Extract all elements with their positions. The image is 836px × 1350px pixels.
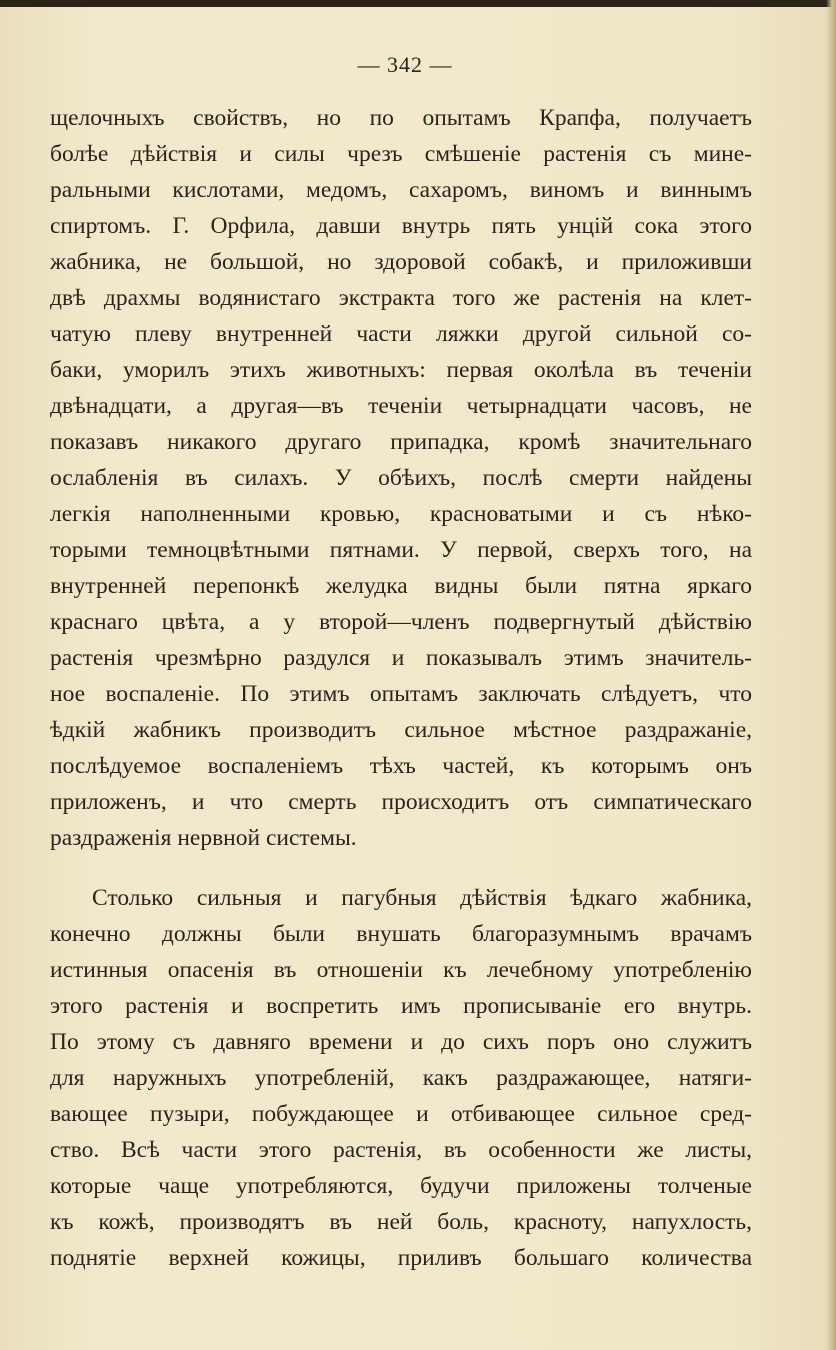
text-line: спиртомъ. Г. Орфила, давши внутрь пять унцій сока этого: [50, 213, 752, 239]
text-line: внутренней перепонкѣ желудка видны были пятна яркаго: [50, 573, 752, 599]
text-line: болѣе дѣйствія и силы чрезъ смѣшеніе растенія съ мине-: [50, 141, 752, 167]
text-line: ослабленія въ силахъ. У обѣихъ, послѣ смерти найдены: [50, 465, 752, 491]
text-line: Столько сильныя и пагубныя дѣйствія ѣдкаго жабника,: [92, 885, 752, 911]
page-top-border: [0, 0, 836, 7]
text-line: которые чаще употребляются, будучи приложены толченые: [50, 1173, 752, 1199]
text-line: ральными кислотами, медомъ, сахаромъ, виномъ и виннымъ: [50, 177, 752, 203]
text-line: истинныя опасенія въ отношеніи къ лечебному употребленію: [50, 957, 752, 983]
text-line: приложенъ, и что смерть происходитъ отъ симпатическаго: [50, 789, 752, 815]
text-line: для наружныхъ употребленій, какъ раздражающее, натяги-: [50, 1065, 752, 1091]
text-line: этого растенія и воспретить имъ прописываніе его внутрь.: [50, 993, 752, 1019]
text-line: щелочныхъ свойствъ, но по опытамъ Крапфа, получаетъ: [50, 105, 752, 131]
text-line: По этому съ давняго времени и до сихъ поръ оно служитъ: [50, 1029, 752, 1055]
text-line: краснаго цвѣта, а у второй—членъ подвергнутый дѣйствію: [50, 609, 752, 635]
text-line: поднятіе верхней кожицы, приливъ большаго количества: [50, 1245, 752, 1271]
text-line: ѣдкій жабникъ производитъ сильное мѣстное раздражаніе,: [50, 717, 752, 743]
text-line: баки, уморилъ этихъ животныхъ: первая околѣла въ теченіи: [50, 357, 752, 383]
text-line: вающее пузыри, побуждающее и отбивающее сильное сред-: [50, 1101, 752, 1127]
text-line: ное воспаленіе. По этимъ опытамъ заключать слѣдуетъ, что: [50, 681, 752, 707]
text-line: легкія наполненными кровью, красноватыми и съ нѣко-: [50, 501, 752, 527]
text-line: двѣнадцати, а другая—въ теченіи четырнадцати часовъ, не: [50, 393, 752, 419]
page-number: — 342 —: [357, 52, 453, 77]
text-line: показавъ никакого другаго припадка, кромѣ значительнаго: [50, 429, 752, 455]
text-line: къ кожѣ, производятъ въ ней боль, красноту, напухлость,: [50, 1209, 752, 1235]
text-line: торыми темноцвѣтными пятнами. У первой, сверхъ того, на: [50, 537, 752, 563]
page-binding-edge: [826, 0, 836, 1350]
text-line: растенія чрезмѣрно раздулся и показывалъ этимъ значитель-: [50, 645, 752, 671]
text-line: послѣдуемое воспаленіемъ тѣхъ частей, къ которымъ онъ: [50, 753, 752, 779]
text-line: двѣ драхмы водянистаго экстракта того же растенія на клет-: [50, 285, 752, 311]
text-line: ство. Всѣ части этого растенія, въ особенности же листы,: [50, 1137, 752, 1163]
text-line: конечно должны были внушать благоразумнымъ врачамъ: [50, 921, 752, 947]
text-line: раздраженія нервной системы.: [50, 825, 357, 851]
text-line: чатую плеву внутренней части ляжки другой сильной со-: [50, 321, 752, 347]
text-line: жабника, не большой, но здоровой собакѣ, и приложивши: [50, 249, 752, 275]
